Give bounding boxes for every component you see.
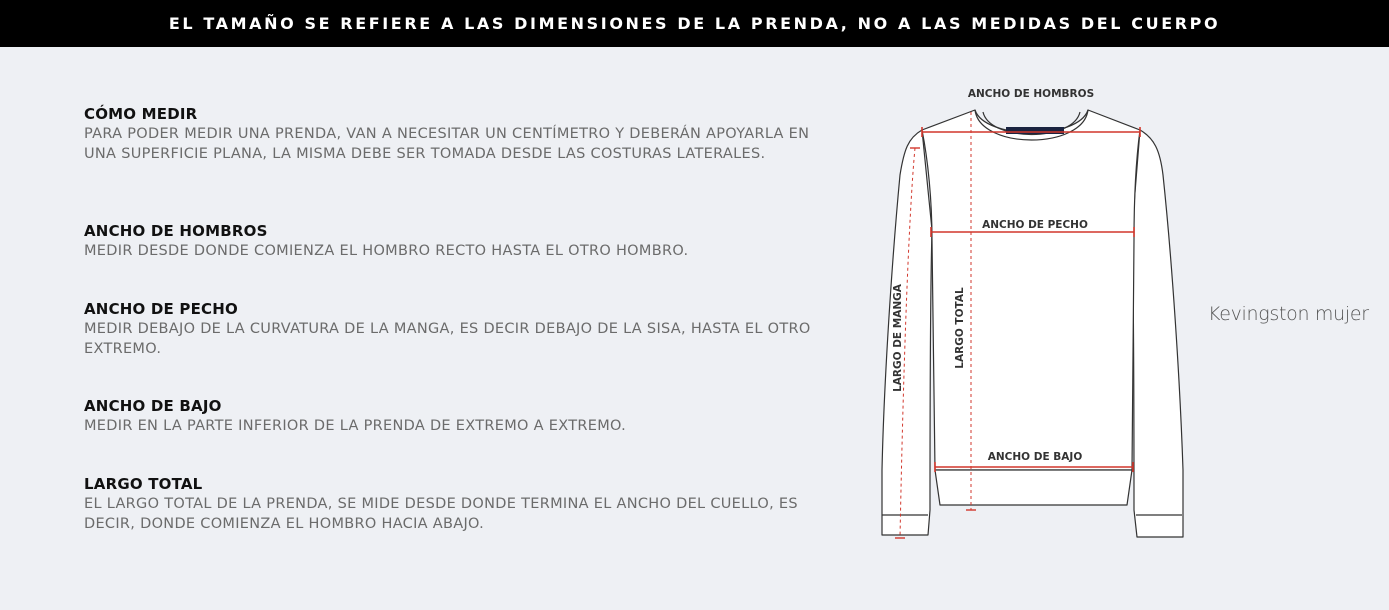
section-chest-width — [84, 300, 844, 359]
section-total-length — [84, 475, 844, 534]
section-body: PARA PODER MEDIR UNA PRENDA, VAN A NECESITAR UN CENTÍMETRO Y DEBERÁN APOYARLA EN UNA SUPERFICIE PLANA, LA MISMA DEBE SER TOMADA DESDE LAS COSTURAS LATERALES. — [84, 126, 810, 162]
section-title: CÓMO MEDIR — [84, 105, 198, 123]
sweater-measurement-diagram — [870, 80, 1200, 550]
top-banner — [0, 0, 1389, 47]
label-chest-width: ANCHO DE PECHO — [982, 219, 1088, 231]
hem-band — [935, 470, 1132, 505]
label-total-length: LARGO TOTAL — [954, 287, 966, 369]
sweater-outline — [882, 110, 1183, 537]
section-title: ANCHO DE PECHO — [84, 300, 238, 318]
section-shoulder-width — [84, 222, 844, 261]
section-body: MEDIR EN LA PARTE INFERIOR DE LA PRENDA DE EXTREMO A EXTREMO. — [84, 418, 627, 434]
label-shoulder-width: ANCHO DE HOMBROS — [967, 88, 1095, 100]
section-how-to-measure — [84, 105, 844, 164]
left-sleeve — [882, 130, 932, 535]
banner-text: EL TAMAÑO SE REFIERE A LAS DIMENSIONES DE LA PRENDA, NO A LAS MEDIDAS DEL CUERPO — [168, 14, 1221, 33]
brand-logo-text: Kevingston mujer — [1208, 303, 1369, 325]
neck-label-tag — [1006, 127, 1064, 134]
label-sleeve-length: LARGO DE MANGA — [892, 284, 904, 392]
section-body: MEDIR DEBAJO DE LA CURVATURA DE LA MANGA, ES DECIR DEBAJO DE LA SISA, HASTA EL OTRO EXTREMO. — [84, 321, 811, 357]
section-body: EL LARGO TOTAL DE LA PRENDA, SE MIDE DESDE DONDE TERMINA EL ANCHO DEL CUELLO, ES DECIR, DONDE COMIENZA EL HOMBRO HACIA ABAJO. — [84, 496, 798, 532]
label-hem-width: ANCHO DE BAJO — [987, 451, 1083, 463]
section-hem-width — [84, 397, 844, 436]
section-body: MEDIR DESDE DONDE COMIENZA EL HOMBRO RECTO HASTA EL OTRO HOMBRO. — [84, 243, 689, 259]
right-sleeve — [1132, 130, 1183, 537]
section-title: ANCHO DE HOMBROS — [84, 222, 268, 240]
section-title: LARGO TOTAL — [84, 475, 203, 493]
section-title: ANCHO DE BAJO — [84, 397, 222, 415]
